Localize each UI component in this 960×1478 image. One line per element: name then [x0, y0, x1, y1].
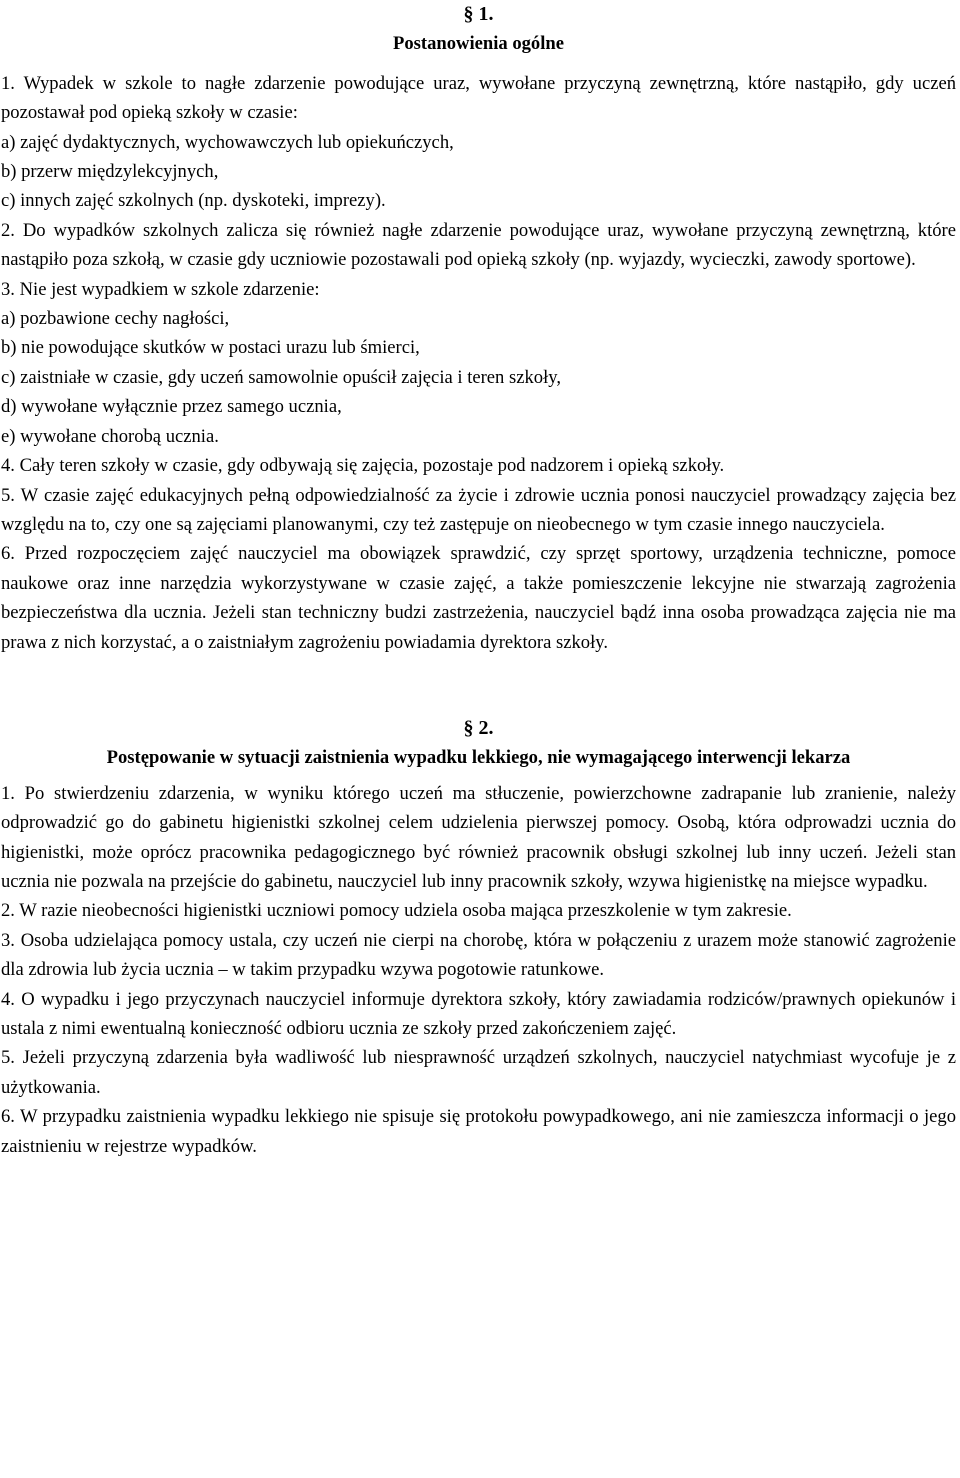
section-2-paragraph-3: 3. Osoba udzielająca pomocy ustala, czy uczeń nie cierpi na chorobę, która w połączeniu z urazem może stanowić zagrożenie dla zdrowia lub życia ucznia – w takim przypadku wzywa pogotowie ratunkowe.: [1, 929, 956, 981]
exclusion-item-d: d) wywołane wyłącznie przez samego ucznia,: [1, 396, 342, 418]
section-2-number: § 2.: [463, 716, 494, 739]
section-2-heading: [1, 714, 956, 773]
exclusion-item-a: a) pozbawione cechy nagłości,: [1, 308, 230, 330]
section-1-paragraph-1: 1. Wypadek w szkole to nagłe zdarzenie powodujące uraz, wywołane przyczyną zewnętrzną, które nastąpiło, gdy uczeń pozostawał pod opieką szkoły w czasie:: [1, 72, 956, 124]
list-item-b: b) przerw międzylekcyjnych,: [1, 161, 219, 183]
exclusion-item-e: e) wywołane chorobą ucznia.: [1, 425, 219, 447]
section-1-title: Postanowienia ogólne: [393, 33, 564, 55]
section-1-paragraph-5: 5. W czasie zajęć edukacyjnych pełną odpowiedzialność za życie i zdrowie ucznia ponosi nauczyciel prowadzący zajęcia bez względu na to, czy one są zajęciami planowanymi, czy też zastępuje on nieobecnego w tym czasie innego nauczyciela.: [1, 484, 956, 535]
section-2-paragraph-6: 6. W przypadku zaistnienia wypadku lekkiego nie spisuje się protokołu powypadkowego, ani nie zamieszcza informacji o jego zaistnieniu w rejestrze wypadków.: [1, 1106, 956, 1157]
section-2-paragraph-4: 4. O wypadku i jego przyczynach nauczyciel informuje dyrektora szkoły, który zawiadamia rodziców/prawnych opiekunów i ustala z nimi ewentualną konieczność odbioru ucznia ze szkoły przed zakończeniem zajęć.: [1, 988, 956, 1039]
section-2-title: Postępowanie w sytuacji zaistnienia wypadku lekkiego, nie wymagającego interwencji lekarza: [106, 747, 851, 769]
section-1-paragraph-4: 4. Cały teren szkoły w czasie, gdy odbywają się zajęcia, pozostaje pod nadzorem i opieką szkoły.: [1, 455, 725, 477]
section-2-paragraph-5: 5. Jeżeli przyczyną zdarzenia była wadliwość lub niesprawność urządzeń szkolnych, nauczyciel natychmiast wycofuje je z użytkowania.: [1, 1047, 956, 1098]
list-item-c: c) innych zajęć szkolnych (np. dyskoteki, imprezy).: [1, 190, 386, 212]
section-1-paragraph-6: 6. Przed rozpoczęciem zajęć nauczyciel ma obowiązek sprawdzić, czy sprzęt sportowy, urządzenia techniczne, pomoce naukowe oraz inne narzędzia wykorzystywane w czasie zajęć, a także pomieszczenie lekcyjne nie stwarzają zagrożenia bezpieczeństwa dla ucznia. Jeżeli stan techniczny budzi zastrzeżenia, nauczyciel bądź inna osoba prowadząca zajęcia nie ma prawa z nich korzystać, a o zaistniałym zagrożeniu powiadamia dyrektora szkoły.: [1, 543, 956, 653]
section-2-paragraph-2: 2. W razie nieobecności higienistki uczniowi pomocy udziela osoba mająca przeszkolenie w tym zakresie.: [1, 900, 792, 922]
section-1-heading: [1, 0, 956, 59]
exclusion-item-b: b) nie powodujące skutków w postaci urazu lub śmierci,: [1, 337, 420, 359]
section-1-paragraph-3: 3. Nie jest wypadkiem w szkole zdarzenie:: [1, 278, 320, 300]
section-2-paragraph-1: 1. Po stwierdzeniu zdarzenia, w wyniku którego uczeń ma stłuczenie, powierzchowne zadrapanie lub zranienie, należy odprowadzić go do gabinetu higienistki szkolnej celem udzielenia pierwszej pomocy. Osobą, która odprowadzi ucznia do higienistki, może oprócz pracownika pedagogicznego być również pracownik obsługi szkolnej lub inny uczeń. Jeżeli stan ucznia nie pozwala na przejście do gabinetu, nauczyciel lub inny pracownik szkoły, wzywa higienistkę na miejsce wypadku.: [1, 782, 956, 892]
list-item-a: a) zajęć dydaktycznych, wychowawczych lub opiekuńczych,: [1, 131, 454, 153]
exclusion-item-c: c) zaistniałe w czasie, gdy uczeń samowolnie opuścił zajęcia i teren szkoły,: [1, 366, 561, 388]
section-1-paragraph-2: 2. Do wypadków szkolnych zalicza się również nagłe zdarzenie powodujące uraz, wywołane przyczyną zewnętrzną, które nastąpiło poza szkołą, w czasie gdy uczniowie pozostawali pod opieką szkoły (np. wyjazdy, wycieczki, zawody sportowe).: [1, 219, 956, 271]
section-1-number: § 1.: [463, 3, 494, 25]
